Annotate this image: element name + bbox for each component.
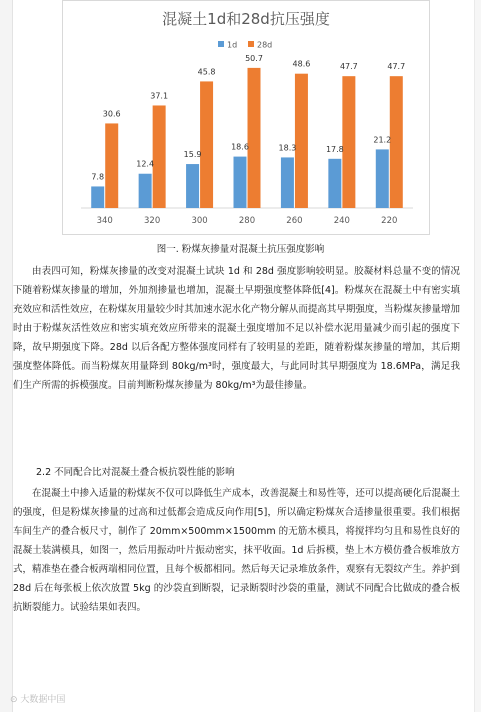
data-label-28d-280: 50.7 (245, 53, 263, 63)
compressive-strength-chart (63, 1, 429, 234)
data-label-1d-280: 18.6 (231, 142, 249, 152)
bar-1d-320 (139, 174, 152, 208)
legend-label-1d: 1d (227, 40, 238, 50)
bar-1d-260 (281, 157, 294, 208)
data-label-28d-220: 47.7 (387, 62, 406, 72)
x-tick-label: 300 (191, 216, 208, 226)
data-label-1d-220: 21.2 (373, 135, 392, 145)
chart-title: 混凝土1d和28d抗压强度 (162, 10, 330, 28)
bar-1d-300 (186, 164, 199, 208)
data-label-28d-300: 45.8 (197, 67, 216, 77)
bar-1d-220 (376, 149, 389, 208)
bar-28d-240 (342, 76, 355, 208)
data-label-1d-340: 7.8 (91, 172, 105, 182)
bar-28d-340 (105, 123, 118, 208)
bar-28d-260 (295, 74, 308, 208)
x-tick-label: 240 (333, 216, 350, 226)
data-label-1d-320: 12.4 (136, 159, 155, 169)
legend-swatch-1d (218, 41, 224, 47)
paragraph-1: 由表四可知，粉煤灰掺量的改变对混凝土试块 1d 和 28d 强度影响较明显。胶凝材料总量不变的情况下随着粉煤灰掺量的增加，外加剂掺量也增加，混凝土早期强度整体降低[4]。粉煤灰在混凝土中有密实填充效应和活性效应，在粉煤灰用量较少时其加速水泥水化产物分解从而提高其早期强度，当粉煤灰掺量增加时由于粉煤灰活性效应和密实填充效应所带来的混凝土强度增加不足以补偿水泥用量减少而引起的强度下降，故早期强度下降。28d 以后各配方整体强度同样有了较明显的差距，随着粉煤灰掺量的增加，其后期强度整体降低。而当粉煤灰用量降到 80kg/m³时，强度最大，与此同时其早期强度为 18.6MPa，满足我们生产所需的拆模强度。目前判断粉煤灰掺量为 80kg/m³为最佳掺量。 (13, 266, 460, 391)
data-label-28d-240: 47.7 (339, 62, 358, 72)
chart-frame (62, 0, 430, 235)
chart-legend (218, 41, 272, 50)
chart-x-ticks (97, 216, 398, 226)
bar-28d-220 (390, 76, 403, 208)
data-label-1d-260: 18.3 (278, 143, 297, 153)
data-label-1d-240: 17.8 (325, 144, 344, 154)
x-tick-label: 220 (381, 216, 398, 226)
legend-swatch-28d (248, 41, 254, 47)
data-label-28d-260: 48.6 (292, 59, 311, 69)
data-label-1d-300: 15.9 (183, 150, 202, 160)
paragraph-2: 在混凝土中掺入适量的粉煤灰不仅可以降低生产成本，改善混凝土和易性等，还可以提高硬化后混凝土的强度，但是粉煤灰掺量的过高和过低都会造成反向作用[5]，所以确定粉煤灰合适掺量很重要。我们根据车间生产的叠合板尺寸，制作了 20mm×500mm×1500mm 的无筋木模具，将搅拌均匀且和易性良好的混凝土装满模具，如图一，然后用振动叶片振动密实，抹平收面。1d 后拆模，垫上木方模仿叠合板堆放方式，精准垫在叠合板两端相同位置，且每个板都相同。然后每天记录堆放条件，观察有无裂纹产生。养护到 28d 后在每张板上依次放置 5kg 的沙袋直到断裂，记录断裂时沙袋的重量，测试不同配合比做成的叠合板抗断裂能力。试验结果如表四。 (13, 488, 460, 613)
chart-bars (91, 68, 403, 208)
x-tick-label: 260 (286, 216, 303, 226)
bar-1d-240 (328, 159, 341, 208)
bar-28d-300 (200, 81, 213, 208)
x-tick-label: 320 (144, 216, 161, 226)
legend-label-28d: 28d (257, 40, 273, 50)
bar-1d-340 (91, 186, 104, 208)
data-label-28d-340: 30.6 (102, 109, 121, 119)
bar-28d-320 (153, 105, 166, 208)
bar-28d-280 (248, 68, 261, 208)
x-tick-label: 280 (238, 216, 256, 226)
page-margin-left (0, 0, 13, 712)
bar-1d-280 (234, 157, 247, 208)
watermark: ⊙ 大数据中国 (10, 695, 66, 705)
figure-caption: 图一. 粉煤灰掺量对混凝土抗压强度影响 (156, 244, 325, 255)
data-label-28d-320: 37.1 (150, 91, 169, 101)
section-heading: 2.2 不同配合比对混凝土叠合板抗裂性能的影响 (36, 467, 235, 478)
page-margin-right (474, 0, 481, 712)
x-tick-label: 340 (96, 216, 113, 226)
